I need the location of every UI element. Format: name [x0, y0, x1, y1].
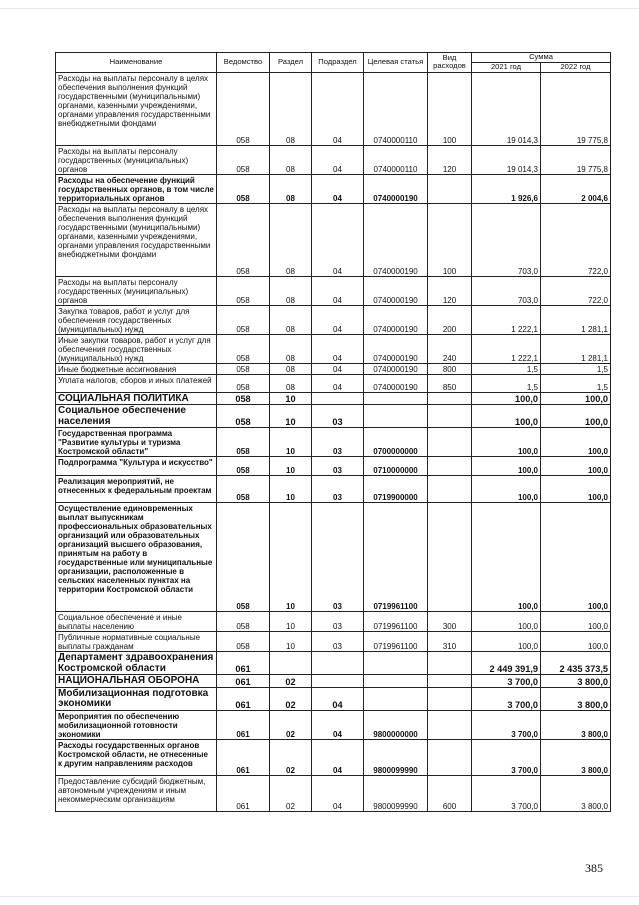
row-sum-2021: 100,0: [472, 503, 541, 612]
row-razdel: 02: [270, 710, 312, 739]
row-vid: [428, 476, 472, 503]
row-podrazdel: 04: [312, 174, 364, 203]
row-celevaya: [364, 652, 428, 675]
table-row: [56, 305, 611, 334]
row-sum-2022: 100,0: [541, 632, 611, 652]
row-vedomstvo: 058: [217, 457, 270, 476]
row-razdel: 10: [270, 428, 312, 457]
row-vedomstvo: 058: [217, 203, 270, 276]
row-celevaya: [364, 405, 428, 428]
row-name: Государственная программа "Развитие культуры и туризма Костромской области": [56, 428, 217, 457]
row-sum-2022: 722,0: [541, 203, 611, 276]
row-name: Социальное обеспечение и иные выплаты населению: [56, 612, 217, 632]
row-sum-2022: 1,5: [541, 363, 611, 374]
row-vedomstvo: 058: [217, 145, 270, 174]
row-podrazdel: 04: [312, 305, 364, 334]
row-vid: [428, 710, 472, 739]
row-razdel: 10: [270, 457, 312, 476]
row-sum-2021: 19 014,3: [472, 72, 541, 145]
row-vid: 800: [428, 363, 472, 374]
row-vid: [428, 457, 472, 476]
row-celevaya: [364, 687, 428, 710]
row-razdel: 08: [270, 363, 312, 374]
table-row: [56, 363, 611, 374]
row-name: Мероприятия по обеспечению мобилизационной готовности экономики: [56, 710, 217, 739]
row-vid: 120: [428, 145, 472, 174]
budget-table: [55, 52, 611, 812]
row-vid: 100: [428, 203, 472, 276]
row-vid: [428, 687, 472, 710]
row-razdel: 08: [270, 276, 312, 305]
row-vedomstvo: 058: [217, 392, 270, 405]
row-vedomstvo: 058: [217, 72, 270, 145]
row-vedomstvo: 058: [217, 363, 270, 374]
row-podrazdel: 04: [312, 374, 364, 392]
row-razdel: 08: [270, 203, 312, 276]
row-celevaya: 9800099990: [364, 739, 428, 775]
row-sum-2022: 3 800,0: [541, 710, 611, 739]
table-row: [56, 476, 611, 503]
table-row: [56, 374, 611, 392]
row-podrazdel: 04: [312, 203, 364, 276]
row-vedomstvo: 061: [217, 675, 270, 688]
row-razdel: 08: [270, 305, 312, 334]
budget-table-sheet: [55, 52, 610, 812]
row-sum-2021: 1,5: [472, 374, 541, 392]
row-sum-2022: 3 800,0: [541, 739, 611, 775]
row-podrazdel: 04: [312, 276, 364, 305]
row-vid: 850: [428, 374, 472, 392]
row-razdel: 10: [270, 392, 312, 405]
row-sum-2021: 1 222,1: [472, 334, 541, 363]
row-name: Подпрограмма "Культура и искусство": [56, 457, 217, 476]
row-vid: [428, 392, 472, 405]
row-vedomstvo: 058: [217, 276, 270, 305]
row-vid: [428, 652, 472, 675]
row-razdel: 10: [270, 405, 312, 428]
table-row: [56, 739, 611, 775]
row-vedomstvo: 058: [217, 305, 270, 334]
row-sum-2021: 100,0: [472, 428, 541, 457]
row-name: Реализация мероприятий, не отнесенных к федеральным проектам: [56, 476, 217, 503]
row-celevaya: 0700000000: [364, 428, 428, 457]
row-sum-2022: 19 775,8: [541, 72, 611, 145]
row-razdel: 10: [270, 476, 312, 503]
row-name: Департамент здравоохранения Костромской области: [56, 652, 217, 675]
row-vid: 120: [428, 276, 472, 305]
table-row: [56, 675, 611, 688]
table-row: [56, 457, 611, 476]
row-sum-2021: 2 449 391,9: [472, 652, 541, 675]
row-vedomstvo: 058: [217, 503, 270, 612]
header-vedomstvo: Ведомство: [217, 53, 270, 73]
row-podrazdel: 03: [312, 428, 364, 457]
table-row: [56, 710, 611, 739]
row-vedomstvo: 058: [217, 632, 270, 652]
row-podrazdel: 03: [312, 457, 364, 476]
row-podrazdel: [312, 652, 364, 675]
row-vedomstvo: 058: [217, 476, 270, 503]
row-celevaya: 0740000190: [364, 363, 428, 374]
row-sum-2022: 100,0: [541, 457, 611, 476]
table-row: [56, 334, 611, 363]
row-sum-2021: 1 222,1: [472, 305, 541, 334]
row-vedomstvo: 061: [217, 687, 270, 710]
header-summa: Сумма: [472, 53, 611, 63]
row-razdel: 08: [270, 334, 312, 363]
table-body: [56, 72, 611, 811]
row-name: Публичные нормативные социальные выплаты гражданам: [56, 632, 217, 652]
row-razdel: [270, 652, 312, 675]
row-vid: [428, 739, 472, 775]
table-row: [56, 276, 611, 305]
row-celevaya: [364, 675, 428, 688]
row-celevaya: 0740000190: [364, 276, 428, 305]
page-number: 385: [585, 861, 603, 875]
table-row: [56, 174, 611, 203]
row-vedomstvo: 058: [217, 612, 270, 632]
row-celevaya: 0740000190: [364, 334, 428, 363]
header-name: Наименование: [56, 53, 217, 73]
row-podrazdel: [312, 392, 364, 405]
table-row: [56, 612, 611, 632]
row-sum-2021: 3 700,0: [472, 775, 541, 811]
row-razdel: 08: [270, 374, 312, 392]
row-sum-2021: 100,0: [472, 632, 541, 652]
row-sum-2022: 2 435 373,5: [541, 652, 611, 675]
row-vid: 100: [428, 72, 472, 145]
row-name: Мобилизационная подготовка экономики: [56, 687, 217, 710]
table-row: [56, 687, 611, 710]
row-podrazdel: 04: [312, 687, 364, 710]
row-vedomstvo: 061: [217, 739, 270, 775]
table-row: [56, 428, 611, 457]
row-vedomstvo: 058: [217, 405, 270, 428]
row-celevaya: 0719900000: [364, 476, 428, 503]
row-vid: [428, 675, 472, 688]
row-sum-2021: 703,0: [472, 203, 541, 276]
row-sum-2021: 100,0: [472, 405, 541, 428]
row-name: Закупка товаров, работ и услуг для обеспечения государственных (муниципальных) нужд: [56, 305, 217, 334]
row-sum-2022: 100,0: [541, 476, 611, 503]
row-podrazdel: [312, 675, 364, 688]
table-row: [56, 775, 611, 811]
row-razdel: 10: [270, 612, 312, 632]
row-sum-2022: 3 800,0: [541, 675, 611, 688]
header-2022: 2022 год: [541, 62, 611, 72]
row-sum-2022: 100,0: [541, 503, 611, 612]
row-sum-2022: 3 800,0: [541, 687, 611, 710]
row-podrazdel: 04: [312, 739, 364, 775]
row-razdel: 02: [270, 675, 312, 688]
table-row: [56, 652, 611, 675]
row-vid: 310: [428, 632, 472, 652]
row-vid: [428, 405, 472, 428]
row-podrazdel: 04: [312, 334, 364, 363]
row-name: Расходы на выплаты персоналу государственных (муниципальных) органов: [56, 276, 217, 305]
row-vedomstvo: 061: [217, 775, 270, 811]
row-sum-2021: 100,0: [472, 612, 541, 632]
row-name: Расходы на выплаты персоналу государственных (муниципальных) органов: [56, 145, 217, 174]
row-celevaya: 0740000110: [364, 145, 428, 174]
row-vid: 240: [428, 334, 472, 363]
row-celevaya: 0740000190: [364, 203, 428, 276]
row-sum-2022: 100,0: [541, 392, 611, 405]
row-vid: 200: [428, 305, 472, 334]
row-sum-2022: 2 004,6: [541, 174, 611, 203]
row-podrazdel: 03: [312, 503, 364, 612]
row-sum-2022: 1,5: [541, 374, 611, 392]
header-podrazdel: Подраздел: [312, 53, 364, 73]
header-vid: Вид расходов: [428, 53, 472, 73]
table-row: [56, 392, 611, 405]
row-sum-2021: 3 700,0: [472, 675, 541, 688]
row-celevaya: 0710000000: [364, 457, 428, 476]
row-razdel: 02: [270, 775, 312, 811]
row-name: Расходы на выплаты персоналу в целях обеспечения выполнения функций государственными (муниципальными) органами, казенными учреждениями, органами управления государственными внебюджетными фондами: [56, 72, 217, 145]
row-sum-2021: 19 014,3: [472, 145, 541, 174]
row-sum-2022: 19 775,8: [541, 145, 611, 174]
row-name: НАЦИОНАЛЬНАЯ ОБОРОНА: [56, 675, 217, 688]
row-podrazdel: 03: [312, 632, 364, 652]
table-row: [56, 145, 611, 174]
row-celevaya: 9800099990: [364, 775, 428, 811]
row-podrazdel: 03: [312, 405, 364, 428]
row-vedomstvo: 061: [217, 710, 270, 739]
row-sum-2021: 3 700,0: [472, 739, 541, 775]
header-razdel: Раздел: [270, 53, 312, 73]
row-razdel: 10: [270, 632, 312, 652]
row-name: Расходы государственных органов Костромской области, не отнесенные к другим направлениям расходов: [56, 739, 217, 775]
row-sum-2022: 1 281,1: [541, 305, 611, 334]
row-razdel: 08: [270, 145, 312, 174]
row-sum-2022: 100,0: [541, 428, 611, 457]
row-podrazdel: 04: [312, 145, 364, 174]
table-row: [56, 72, 611, 145]
row-vid: [428, 503, 472, 612]
row-sum-2022: 100,0: [541, 405, 611, 428]
row-sum-2021: 3 700,0: [472, 687, 541, 710]
table-row: [56, 203, 611, 276]
row-sum-2022: 100,0: [541, 612, 611, 632]
row-vedomstvo: 058: [217, 334, 270, 363]
row-name: Иные бюджетные ассигнования: [56, 363, 217, 374]
row-razdel: 08: [270, 72, 312, 145]
row-sum-2021: 703,0: [472, 276, 541, 305]
row-podrazdel: 04: [312, 775, 364, 811]
row-sum-2021: 100,0: [472, 476, 541, 503]
row-sum-2022: 722,0: [541, 276, 611, 305]
row-podrazdel: 04: [312, 363, 364, 374]
row-name: СОЦИАЛЬНАЯ ПОЛИТИКА: [56, 392, 217, 405]
row-name: Осуществление единовременных выплат выпускникам профессиональных образовательных организаций или образовательных организаций высшего образования, принятым на работу в государственные или муниципальные организации, расположенные в сельских населенных пунктах на территории Костромской области: [56, 503, 217, 612]
row-razdel: 02: [270, 687, 312, 710]
row-sum-2021: 100,0: [472, 457, 541, 476]
row-celevaya: 0740000190: [364, 174, 428, 203]
row-razdel: 10: [270, 503, 312, 612]
row-podrazdel: 03: [312, 612, 364, 632]
row-sum-2022: 1 281,1: [541, 334, 611, 363]
row-sum-2021: 1 926,6: [472, 174, 541, 203]
row-vedomstvo: 061: [217, 652, 270, 675]
row-sum-2021: 100,0: [472, 392, 541, 405]
header-2021: 2021 год: [472, 62, 541, 72]
row-vedomstvo: 058: [217, 374, 270, 392]
row-podrazdel: 04: [312, 72, 364, 145]
row-celevaya: [364, 392, 428, 405]
row-celevaya: 9800000000: [364, 710, 428, 739]
row-sum-2022: 3 800,0: [541, 775, 611, 811]
row-celevaya: 0740000110: [364, 72, 428, 145]
row-name: Уплата налогов, сборов и иных платежей: [56, 374, 217, 392]
row-celevaya: 0719961100: [364, 503, 428, 612]
row-name: Иные закупки товаров, работ и услуг для обеспечения государственных (муниципальных) нужд: [56, 334, 217, 363]
row-name: Предоставление субсидий бюджетным, автономным учреждениям и иным некоммерческим организациям: [56, 775, 217, 811]
row-vid: [428, 174, 472, 203]
row-sum-2021: 3 700,0: [472, 710, 541, 739]
row-podrazdel: 04: [312, 710, 364, 739]
row-celevaya: 0740000190: [364, 305, 428, 334]
header-celevaya: Целевая статья: [364, 53, 428, 73]
row-vid: [428, 428, 472, 457]
table-row: [56, 405, 611, 428]
row-vid: 300: [428, 612, 472, 632]
row-name: Социальное обеспечение населения: [56, 405, 217, 428]
row-vedomstvo: 058: [217, 174, 270, 203]
row-vid: 600: [428, 775, 472, 811]
row-vedomstvo: 058: [217, 428, 270, 457]
row-name: Расходы на выплаты персоналу в целях обеспечения выполнения функций государственными (муниципальными) органами, казенными учреждениями, органами управления государственными внебюджетными фондами: [56, 203, 217, 276]
row-podrazdel: 03: [312, 476, 364, 503]
table-row: [56, 632, 611, 652]
row-razdel: 02: [270, 739, 312, 775]
table-row: [56, 503, 611, 612]
row-celevaya: 0719961100: [364, 632, 428, 652]
row-sum-2021: 1,5: [472, 363, 541, 374]
row-celevaya: 0719961100: [364, 612, 428, 632]
row-celevaya: 0740000190: [364, 374, 428, 392]
row-razdel: 08: [270, 174, 312, 203]
row-name: Расходы на обеспечение функций государственных органов, в том числе территориальных органов: [56, 174, 217, 203]
